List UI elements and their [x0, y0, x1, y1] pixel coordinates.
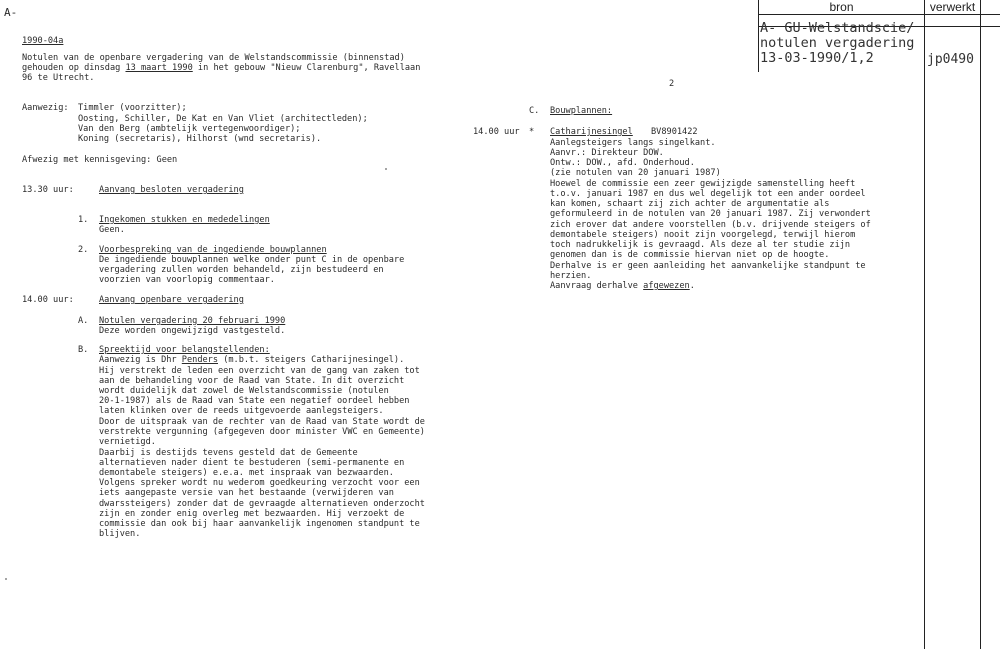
item-a-title: Notulen vergadering 20 februari 1990	[99, 316, 286, 326]
project-text: Ontw.: DOW., afd. Onderhoud.	[550, 158, 695, 168]
item-2-text: De ingediende bouwplannen welke onder punt C in de openbare	[99, 255, 405, 265]
item-b-text: alternatieven nader dient te bestuderen (semi-permanente en	[99, 458, 405, 468]
item-c-number: C.	[529, 106, 540, 116]
item-b-text: blijven.	[99, 529, 141, 539]
item-b-text: Door de uitspraak van de rechter van de Raad van State wordt de	[99, 417, 425, 427]
time-open-session: 14.00 uur:	[22, 295, 74, 305]
item-b-text: Volgens spreker wordt nu wederom goedkeuring verzocht voor een	[99, 478, 420, 488]
item-b-line-1: Aanwezig is Dhr Penders (m.b.t. steigers Catharijnesingel).	[99, 355, 405, 365]
intro-line-2: gehouden op dinsdag 13 maart 1990 in het gebouw "Nieuw Clarenburg", Ravellaan	[22, 63, 421, 73]
item-b-text: dwarssteigers) zonder dat de gevraagde alternatieven onderzocht	[99, 499, 425, 509]
bron-line-1: A- GU-Welstandscie/	[760, 20, 915, 36]
item-b-title: Spreektijd voor belangstellenden:	[99, 345, 270, 355]
project-text: geformuleerd in de notulen van 20 januari 1987. Zij verwondert	[550, 209, 871, 219]
project-text: kan komen, schaart zij zich achter de argumentatie als	[550, 199, 830, 209]
bron-line-3: 13-03-1990/1,2	[760, 50, 874, 66]
project-asterisk: *	[529, 127, 535, 137]
item-b-number: B.	[78, 345, 89, 355]
aanwezig-line: Van den Berg (ambtelijk vertegenwoordiger);	[78, 124, 301, 134]
document-reference: 1990-04a	[22, 36, 64, 46]
item-2-text: vergadering zullen worden behandeld, zijn bestudeerd en	[99, 265, 384, 275]
decision-word: afgewezen	[643, 281, 690, 291]
item-b-text: wordt duidelijk dat zowel de Welstandscommissie (notulen	[99, 386, 389, 396]
item-2-text: voorzien van voorlopig commentaar.	[99, 275, 275, 285]
project-title: Catharijnesingel	[550, 127, 633, 137]
aanwezig-line: Koning (secretaris), Hilhorst (wnd secretaris).	[78, 134, 322, 144]
item-2-title: Voorbespreking van de ingediende bouwplannen	[99, 245, 327, 255]
afwezig-line: Afwezig met kennisgeving: Geen	[22, 155, 178, 165]
project-text: t.o.v. januari 1987 en dus wel degelijk tot een ander oordeel	[550, 189, 866, 199]
item-2-number: 2.	[78, 245, 89, 255]
aanwezig-label: Aanwezig:	[22, 103, 69, 113]
item-b-text: verstrekte vergunning (afgegeven door minister VWC en Gemeente)	[99, 427, 425, 437]
project-time: 14.00 uur	[473, 127, 520, 137]
heading-open-session: Aanvang openbare vergadering	[99, 295, 244, 305]
project-text: zich erover dat andere voorstellen (b.v. drijvende steigers of	[550, 220, 871, 230]
intro-line-1: Notulen van de openbare vergadering van de Welstandscommissie (binnenstad)	[22, 53, 405, 63]
aanwezig-line: Timmler (voorzitter);	[78, 103, 187, 113]
project-text: demontabele steigers) nooit zijn voorgelegd, terwijl hierom	[550, 230, 856, 240]
speaker-name: Penders	[181, 355, 219, 365]
col-verwerkt-header: verwerkt	[929, 0, 976, 14]
item-c-title: Bouwplannen:	[550, 106, 613, 116]
heading-closed-session: Aanvang besloten vergadering	[99, 185, 244, 195]
item-b-text: demontabele steigers) e.e.a. met inspraak van bezwaarden.	[99, 468, 394, 478]
item-b-text: aan de behandeling voor de Raad van State. In dit overzicht	[99, 376, 405, 386]
project-text: Hoewel de commissie een zeer gewijzigde samenstelling heeft	[550, 179, 856, 189]
aanwezig-line: Oosting, Schiller, De Kat en Van Vliet (architectleden);	[78, 114, 368, 124]
meeting-date: 13 maart 1990	[125, 63, 193, 73]
project-decision: Aanvraag derhalve afgewezen.	[550, 281, 695, 291]
project-text: genomen dan is de commissie hiervan niet op de hoogte.	[550, 250, 830, 260]
item-a-number: A.	[78, 316, 89, 326]
item-b-text: vernietigd.	[99, 437, 156, 447]
project-text: herzien.	[550, 271, 592, 281]
project-text: toch nadrukkelijk is gevraagd. Als deze al ter studie zijn	[550, 240, 851, 250]
item-a-text: Deze worden ongewijzigd vastgesteld.	[99, 326, 286, 336]
intro-line-3: 96 te Utrecht.	[22, 73, 95, 83]
project-code: BV8901422	[651, 127, 698, 137]
project-text: (zie notulen van 20 januari 1987)	[550, 168, 721, 178]
page-number: 2	[669, 79, 675, 89]
scan-speck	[5, 578, 7, 580]
item-1-title: Ingekomen stukken en mededelingen	[99, 215, 270, 225]
bron-line-2: notulen vergadering	[760, 35, 915, 51]
item-b-text: commissie dan ook bij haar aanvankelijk ingenomen standpunt te	[99, 519, 420, 529]
item-b-text: Daarbij is destijds tevens gesteld dat de Gemeente	[99, 448, 358, 458]
project-text: Aanlegsteigers langs singelkant.	[550, 138, 716, 148]
item-b-text: zijn en zonder enig overleg met bezwaarden. Hij verzoekt de	[99, 509, 405, 519]
item-b-text: laten klinken over de reeds uitgevoerde aanlegsteigers.	[99, 406, 384, 416]
project-text: Derhalve is er geen aanleiding het aanvankelijke standpunt te	[550, 261, 866, 271]
time-closed-session: 13.30 uur:	[22, 185, 74, 195]
col-bron-header: bron	[829, 0, 854, 14]
item-b-text: iets aangepaste versie van het bestaande (verwijderen van	[99, 488, 394, 498]
item-b-text: 20-1-1987) als de Raad van State een negatief oordeel hebben	[99, 396, 410, 406]
item-b-text: Hij verstrekt de leden een overzicht van de gang van zaken tot	[99, 366, 420, 376]
item-1-number: 1.	[78, 215, 89, 225]
scan-speck	[385, 168, 387, 170]
item-1-text: Geen.	[99, 225, 125, 235]
corner-mark: A-	[4, 6, 18, 19]
verwerkt-value: jp0490	[927, 52, 974, 67]
project-text: Aanvr.: Direkteur DOW.	[550, 148, 664, 158]
